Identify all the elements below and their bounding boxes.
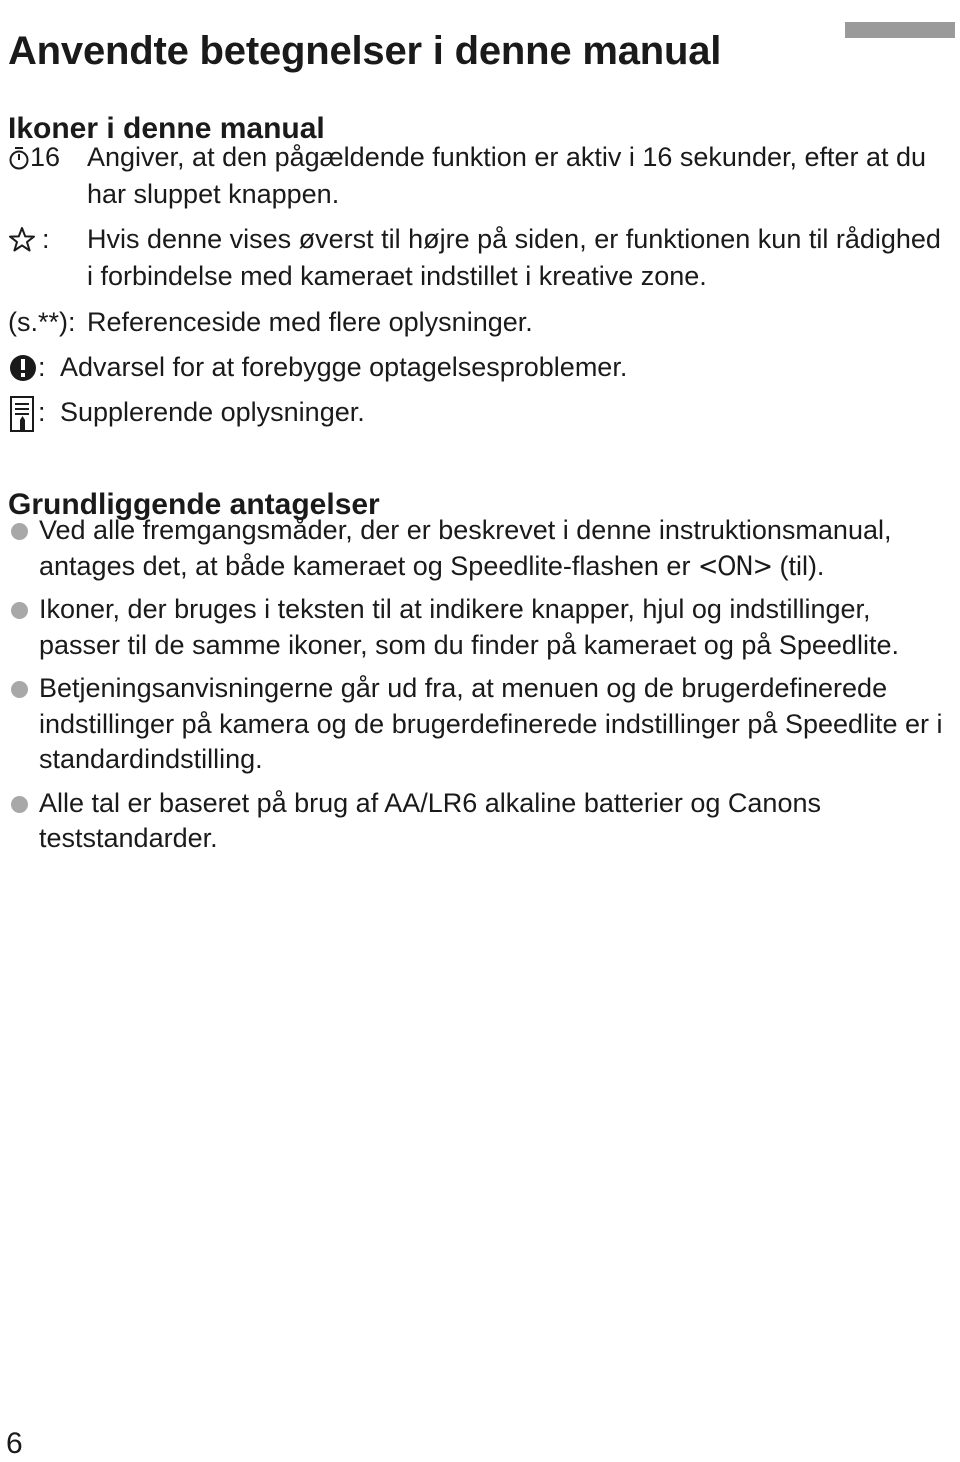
list-item-text: Alle tal er baseret på brug af AA/LR6 alkaline batterier og Canons teststandarder. — [39, 787, 821, 853]
note-icon — [8, 394, 38, 436]
bullet-dot-icon — [11, 681, 28, 698]
list-item-text: Ikoner, der bruges i teksten til at indikere knapper, hjul og indstillinger, passer til de samme ikoner, som du finder på kameraet og på Speedlite. — [39, 594, 899, 660]
star-key-colon: : — [42, 224, 50, 254]
icon-key-caution — [8, 349, 46, 386]
star-icon — [8, 221, 36, 258]
reference-key: (s.**): — [8, 307, 76, 337]
assumptions-list — [8, 513, 953, 865]
icon-row-note-text: Supplerende oplysninger. — [60, 397, 365, 427]
icon-row-reference-text: Referenceside med flere oplysninger. — [87, 307, 533, 337]
caution-key-colon: : — [38, 352, 46, 382]
caution-icon — [8, 349, 38, 386]
timer-icon — [8, 139, 30, 176]
icon-key-timer — [8, 139, 60, 176]
list-item — [8, 592, 953, 663]
icon-row-star-text: Hvis denne vises øverst til højre på siden, er funktionen kun til rådighed i forbindelse med kameraet indstillet i kreative zone. — [87, 224, 941, 291]
list-item-text-end: (til). — [771, 550, 825, 581]
icons-section-heading: Ikoner i denne manual — [8, 111, 325, 145]
list-item-text: Betjeningsanvisningerne går ud fra, at menuen og de brugerdefinerede indstillinger på kamera og de brugerdefinerede indstillinger på Speedlite er i standardindstilling. — [39, 673, 943, 774]
icon-row-caution-text: Advarsel for at forebygge optagelsesproblemer. — [60, 352, 628, 382]
bullet-dot-icon — [11, 602, 28, 619]
icon-key-star — [8, 221, 50, 258]
bullet-dot-icon — [11, 523, 28, 540]
icon-key-note — [8, 394, 46, 436]
on-switch-symbol: <ON> — [697, 550, 772, 582]
assumptions-section-heading: Grundliggende antagelser — [8, 487, 380, 521]
list-item — [8, 513, 953, 584]
list-item — [8, 671, 953, 778]
icon-row-timer — [8, 139, 952, 213]
bullet-dot-icon — [11, 796, 28, 813]
page-title: Anvendte betegnelser i denne manual — [8, 28, 722, 73]
icon-row-star — [8, 221, 952, 295]
icon-row-reference — [8, 304, 952, 341]
icon-row-caution — [8, 349, 952, 386]
list-item — [8, 786, 953, 857]
timer-key-value: 16 — [30, 142, 61, 172]
page-number: 6 — [6, 1427, 23, 1460]
icon-row-note — [8, 394, 952, 431]
note-key-colon: : — [38, 397, 46, 427]
icon-row-timer-text: Angiver, at den pågældende funktion er aktiv i 16 sekunder, efter at du har sluppet knappen. — [87, 142, 927, 209]
title-decoration-bar — [845, 22, 955, 38]
list-item-text: Ved alle fremgangsmåder, der er beskrevet i denne instruktionsmanual, antages det, at både kameraet og Speedlite-flashen er — [39, 515, 892, 581]
